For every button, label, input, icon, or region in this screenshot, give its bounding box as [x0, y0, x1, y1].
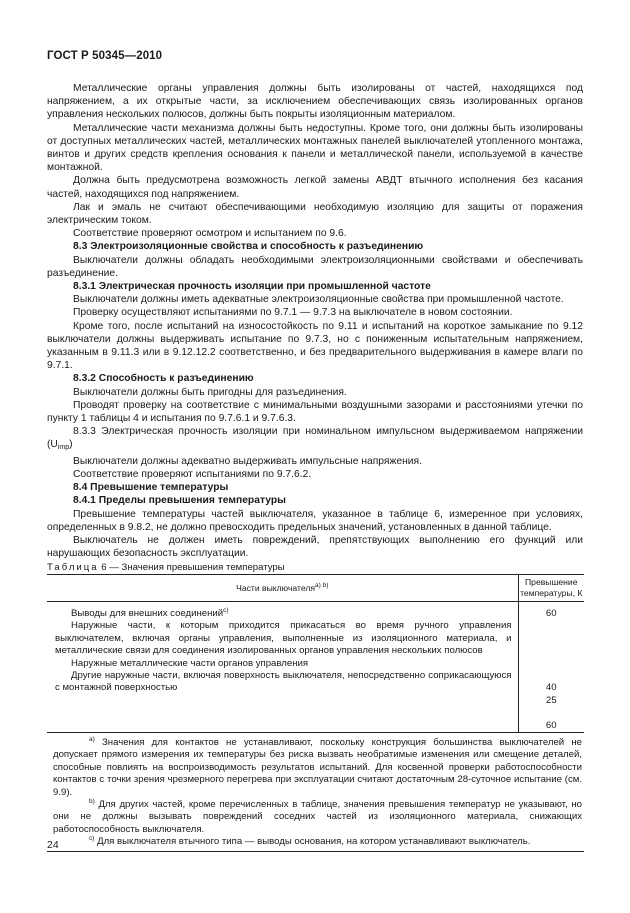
table-notes — [47, 732, 584, 851]
paragraph: Проводят проверку на соответствие с минимальными воздушными зазорами и расстояниями утечки по пункту 1 таблицы 4 и испытания по 9.7.6.1 и 9.7.6.3. — [47, 399, 583, 425]
row-metal-control-parts: Наружные металлические части органов управления — [71, 657, 309, 669]
paragraph: Соответствие проверяют осмотром и испытанием по 9.6. — [73, 228, 347, 240]
paragraph: Соответствие проверяют испытаниями по 9.7.6.2. — [73, 468, 312, 480]
section-heading-8-3-1: 8.3.1 Электрическая прочность изоляции при промышленной частоте — [73, 281, 431, 293]
paragraph: Металлические части механизма должны быть недоступны. Кроме того, они должны быть изолированы от доступных металлических частей, металлических монтажных панелей выключателей утопленного монтажа, винтов и других средств крепления основания к панели и металлической панели, используемой в качестве монтажной. — [47, 122, 583, 174]
table-row — [47, 602, 584, 733]
section-8-3-3 — [47, 425, 583, 454]
paragraph: Выключатель не должен иметь повреждений, препятствующих выполнению его функций или нарушающих безопасность эксплуатации. — [47, 534, 583, 560]
cell-part — [47, 602, 518, 733]
column-header-temperature: Превышение температуры, К — [518, 575, 584, 602]
table-header-row — [47, 575, 584, 602]
section-8-3-3-text: 8.3.3 Электрическая прочность изоляции при номинальном импульсном выдерживаемом напряжении (U — [47, 426, 583, 451]
value-metal-control-parts: 25 — [545, 694, 557, 706]
cell-values — [518, 602, 584, 733]
column-header-parts: Части выключателя$^{a) b)}$ — [47, 575, 518, 602]
note-b: $^{b)}$ Для других частей, кроме перечисленных в таблице, значения превышения температур не указывают, но они не должны вызывать повреждений соседних частей из изоляционного материала, снижающих работоспособность выключателя. — [53, 797, 582, 835]
subscript-imp: imp — [57, 444, 70, 452]
row-other-parts: Другие наружные части, включая поверхность выключателя, непосредственно соприкасающуюся с монтажной поверхностью — [55, 670, 512, 694]
paragraph: Металлические органы управления должны быть изолированы от частей, находящихся под напряжением, а их открытые части, за исключением обеспечивающих связь изолированных органов управления нескольких полюсов, должны быть покрыты изоляционным материалом. — [47, 83, 583, 121]
paragraph: Лак и эмаль не считают обеспечивающими необходимую изоляцию для защиты от поражения электрическим током. — [47, 201, 583, 227]
paragraph: Выключатели должны адекватно выдерживать импульсные напряжения. — [73, 455, 422, 467]
note-a: $^{a)}$ Значения для контактов не устанавливают, поскольку конструкция большинства выключателей не допускает прямого измерения их температуры без риска вызвать необратимые изменения или смещение деталей, способные повлиять на воспроизводимость результатов испытаний. Для косвенной проверки работоспособности контактов с точки зрения чрезмерного перегрева при эксплуатации считают достаточным 28-суточное испытание (см. 9.9). — [53, 735, 582, 798]
paragraph: Должна быть предусмотрена возможность легкой замены АВДТ втычного исполнения без касания частей, находящихся под напряжением. — [47, 175, 583, 200]
closing-paren: ) — [69, 439, 73, 451]
value-terminals: 60 — [545, 608, 557, 619]
row-external-parts: Наружные части, к которым приходится прикасаться во время ручного управления выключателем, включая органы управления, выполненные из изоляционного материала, и металлические связи для соединения изолированных органов управления нескольких полюсов — [55, 620, 512, 657]
row-terminals: Выводы для внешних соединений$^{c)}$ — [71, 606, 229, 619]
table-notes-row — [47, 732, 584, 851]
page-number: 24 — [47, 839, 59, 851]
table-caption-text: 6 — Значения превышения температуры — [98, 562, 285, 573]
paragraph: Выключатели должны иметь адекватные электроизоляционные свойства при промышленной частоте. — [73, 294, 564, 306]
table-caption — [47, 562, 285, 573]
section-heading-8-3-2: 8.3.2 Способность к разъединению — [73, 373, 254, 385]
value-external-parts: 40 — [545, 682, 557, 694]
main-text — [47, 82, 583, 560]
section-heading-8-4-1: 8.4.1 Пределы превышения температуры — [73, 495, 286, 507]
table-caption-label: Таблица — [47, 562, 99, 573]
document-header: ГОСТ Р 50345—2010 — [47, 50, 163, 62]
paragraph: Проверку осуществляют испытаниями по 9.7.1 — 9.7.3 на выключателе в новом состоянии. — [73, 307, 513, 319]
paragraph: Выключатели должны быть пригодны для разъединения. — [73, 386, 347, 398]
temperature-rise-table — [47, 574, 584, 852]
note-c: $^{c)}$ Для выключателя втычного типа — выводы основания, на котором устанавливают выключатель. — [89, 834, 531, 848]
section-heading-8-3: 8.3 Электроизоляционные свойства и способность к разъединению — [73, 241, 424, 253]
paragraph: Выключатели должны обладать необходимыми электроизоляционными свойствами и обеспечивать разъединение. — [47, 254, 583, 279]
paragraph: Превышение температуры частей выключателя, указанное в таблице 6, измеренное при условиях, определенных в 9.8.2, не должно превосходить предельных значений, установленных в данной таблице. — [47, 508, 583, 533]
paragraph: Кроме того, после испытаний на износостойкость по 9.11 и испытаний на короткое замыкание по 9.12 выключатели должны выдерживать испытание по 9.7.3, но с пониженным испытательным напряжением, указанным в 9.11.3 или в 9.12.12.2 соответственно, и без предварительного выдерживания в камере влаги по 9.7.1. — [47, 320, 583, 372]
value-other-parts: 60 — [545, 719, 557, 731]
section-heading-8-4: 8.4 Превышение температуры — [73, 482, 229, 494]
